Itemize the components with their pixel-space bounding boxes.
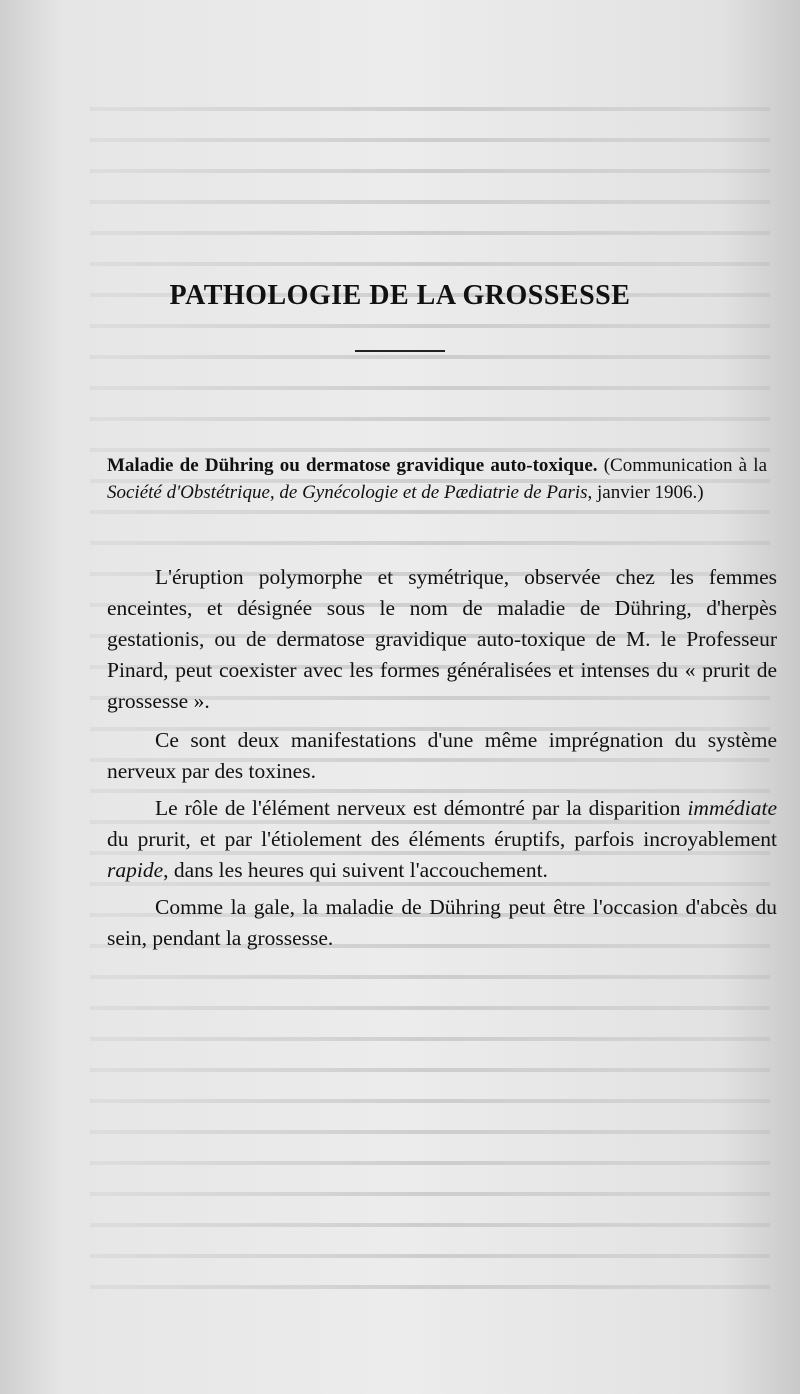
paragraph-3 [107, 793, 777, 886]
title-rule [355, 350, 445, 352]
notice-text-1: (Communication à la [603, 455, 768, 476]
publication-notice [107, 452, 767, 506]
article-body [107, 562, 777, 960]
paragraph-2: Ce sont deux manifestations d'une même imprégnation du système nerveux par des toxines. [107, 728, 777, 783]
notice-lead: Maladie de Dühring ou dermatose gravidique auto-toxique. [107, 455, 598, 476]
paragraph-1: L'éruption polymorphe et symétrique, observée chez les femmes enceintes, et désignée sous le nom de maladie de Dühring, d'herpès gestationis, ou de dermatose gravidique auto-toxique de M. le Professeur Pinard, peut coexister avec les formes généralisées et intenses du « prurit de grossesse ». [107, 565, 777, 713]
paragraph-3-emphasis-2: rapide [107, 858, 164, 882]
paragraph-3-text-b: du prurit, et par l'étiolement des éléments éruptifs, parfois incroyablement [107, 827, 777, 851]
notice-journal: Société d'Obstétrique, de Gynécologie et de Pædiatrie de Paris [107, 482, 588, 503]
chapter-title: PATHOLOGIE DE LA GROSSESSE [169, 280, 631, 311]
paragraph-3-text-a: Le rôle de l'élément nerveux est démontré par la disparition [155, 796, 688, 820]
paragraph-4: Comme la gale, la maladie de Dühring peut être l'occasion d'abcès du sein, pendant la grossesse. [107, 895, 777, 950]
paragraph-3-emphasis-1: immédiate [687, 796, 777, 820]
paragraph-3-text-c: , dans les heures qui suivent l'accouchement. [163, 858, 548, 882]
notice-text-2: , janvier 1906.) [587, 482, 704, 503]
